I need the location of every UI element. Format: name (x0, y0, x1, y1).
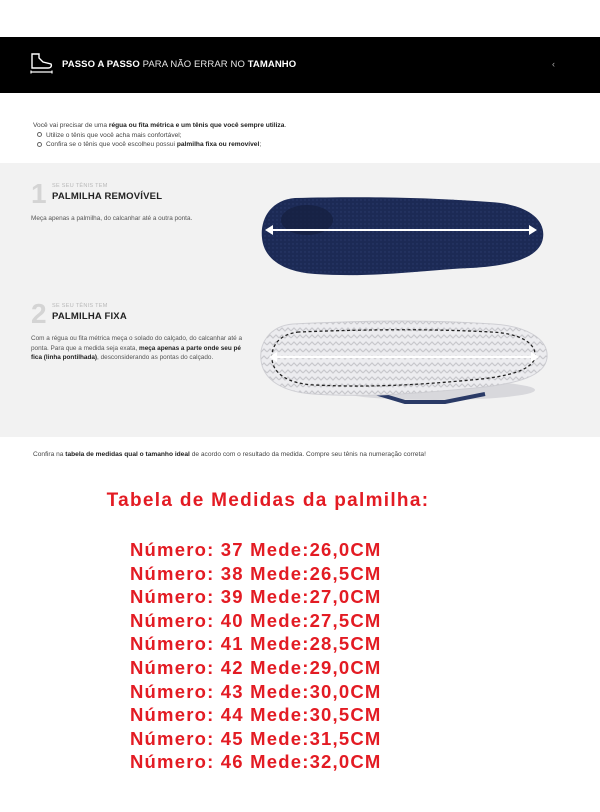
size-row: Número: 39 Mede:27,0CM (130, 586, 382, 608)
bullet-icon (37, 132, 42, 137)
step-number: 1 (31, 178, 47, 209)
size-table-title: Tabela de Medidas da palmilha: (106, 490, 430, 511)
size-row: Número: 46 Mede:32,0CM (130, 751, 382, 773)
header-title: PASSO A PASSO PARA NÃO ERRAR NO TAMANHO (62, 59, 297, 70)
size-row: Número: 40 Mede:27,5CM (130, 609, 382, 631)
step-title: PALMILHA FIXA (52, 311, 127, 322)
intro-bullet: Confira se o tênis que você escolheu possui palmilha fixa ou removível; (33, 140, 286, 150)
step-description: Meça apenas a palmilha, do calcanhar até a outra ponta. (31, 215, 193, 222)
step-number: 2 (31, 298, 47, 329)
size-row: Número: 45 Mede:31,5CM (130, 727, 382, 749)
removable-insole-image (255, 190, 550, 285)
size-row: Número: 38 Mede:26,5CM (130, 562, 382, 584)
step-subtitle: SE SEU TÊNIS TEM (52, 303, 108, 309)
chevron-left-icon[interactable]: ‹ (552, 59, 555, 69)
intro-instructions (33, 121, 286, 150)
step-description: Com a régua ou fita métrica meça o solado do calçado, do calcanhar até a ponta. Para que a medida seja exata, meça apenas a parte onde seu pé fica (linha pontilhada), desconsiderando as pontas do calçado. (31, 335, 243, 361)
size-row: Número: 41 Mede:28,5CM (130, 633, 382, 655)
size-row: Número: 42 Mede:29,0CM (130, 656, 382, 678)
bullet-icon (37, 142, 42, 147)
shoe-icon (28, 51, 54, 77)
intro-line: Você vai precisar de uma régua ou fita métrica e um tênis que você sempre utiliza. (33, 122, 287, 129)
size-row: Número: 44 Mede:30,5CM (130, 704, 382, 726)
intro-bullet: Utilize o tênis que você acha mais confortável; (33, 131, 286, 141)
step-title: PALMILHA REMOVÍVEL (52, 191, 163, 202)
size-row: Número: 37 Mede:26,0CM (130, 539, 382, 560)
header-bar (0, 37, 600, 93)
footer-note: Confira na tabela de medidas qual o tamanho ideal de acordo com o resultado da medida. Compre seu tênis na numeração correta! (33, 451, 426, 458)
step-subtitle: SE SEU TÊNIS TEM (52, 183, 108, 189)
fixed-insole-sole-image (255, 312, 555, 412)
size-table (130, 538, 382, 774)
size-row: Número: 43 Mede:30,0CM (130, 680, 382, 702)
